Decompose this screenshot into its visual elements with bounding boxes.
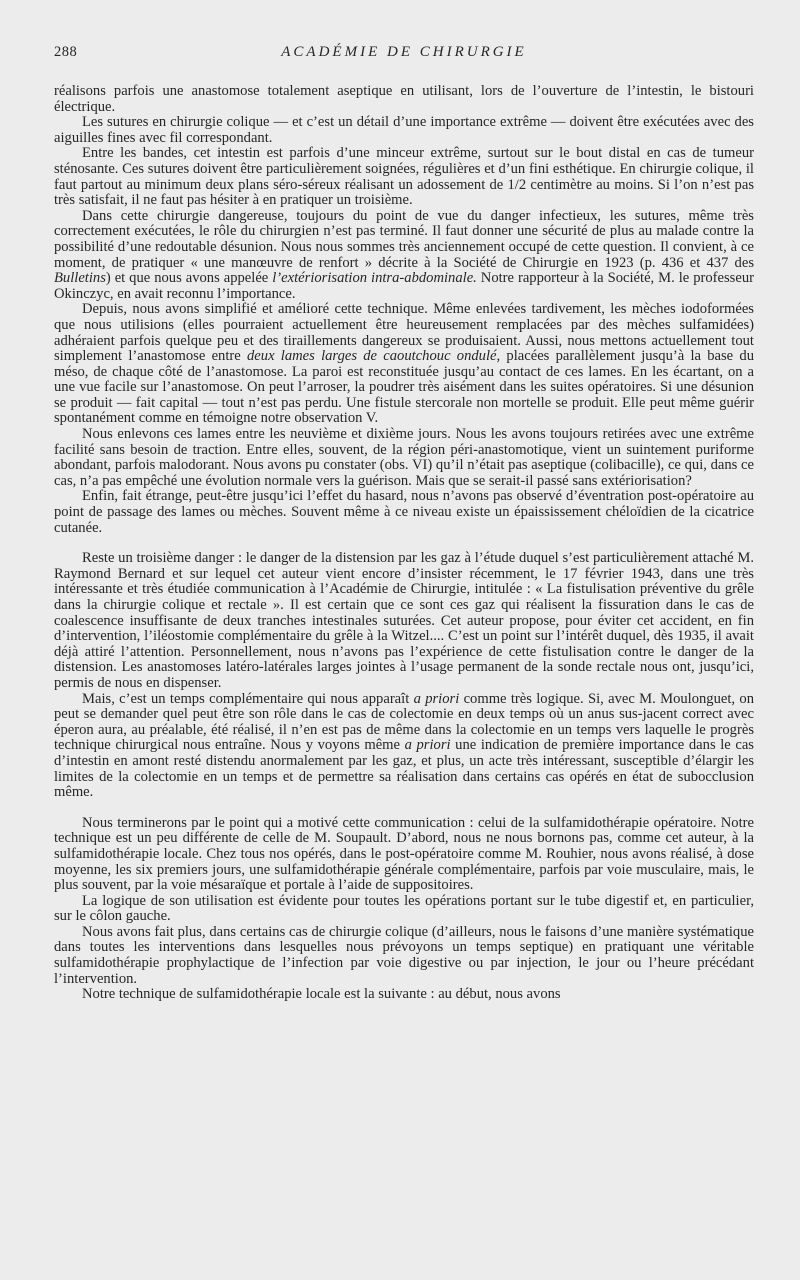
- text-run: Dans cette chirurgie dangereuse, toujours du point de vue du danger infectieux, les sutures, même très correctement exécutées, le rôle du chirurgien n’est pas terminé. Il faut donner une sécurité de plus au malade contre la possibilité d’une redoutable désunion. Nous nous sommes très anciennement occupé de cette question. Il convient, à ce moment, de pratiquer « une manœuvre de renfort » décrite à la Société de Chirurgie en 1923 (p. 436 et 437 des: [54, 207, 754, 271]
- paragraph-p13: [54, 987, 754, 1003]
- italic-text: Bulletins: [54, 270, 106, 287]
- italic-text: l’extériorisation intra-abdominale.: [272, 270, 477, 287]
- italic-text: a priori: [404, 737, 451, 754]
- text-run: placées parallèlement jusqu’à la base du méso, de chaque côté de l’anastomose. La paroi est reconstituée jusqu’au contact de ces lames. En les écartant, on a une vue facile sur l’anastomose. On peut l’arroser, la poudrer très aisément dans les suites opératoires. Si une désunion se produit — fait capital — tout n’est pas perdu. Une fistule stercorale non mortelle se produit. Elle peut même guérir spontanément comme en témoigne notre observation V.: [54, 348, 754, 427]
- page-header: [54, 44, 754, 64]
- paragraph-p4: [54, 209, 754, 303]
- text-run: Nous avons fait plus, dans certains cas de chirurgie colique (d’ailleurs, nous le faisons d’une manière systématique dans toutes les interventions dans lesquelles nous prévoyons un temps septique) en pratiquant une véritable sulfamidothérapie prophylactique de l’infection par voie digestive ou par injection, le jour ou l’heure précédant l’intervention.: [54, 923, 754, 987]
- running-title: ACADÉMIE DE CHIRURGIE: [281, 44, 527, 60]
- paragraph-p7: [54, 489, 754, 536]
- page-number: 288: [54, 44, 78, 60]
- paragraph-p1: [54, 84, 754, 115]
- paragraph-p9: [54, 692, 754, 801]
- italic-text: a priori: [413, 690, 460, 707]
- section-break: [54, 801, 754, 816]
- text-run: ) et que nous avons appelée: [105, 270, 273, 287]
- text-run: Les sutures en chirurgie colique — et c’est un détail d’une importance extrême — doivent être exécutées avec des aiguilles fines avec fil correspondant.: [54, 114, 754, 146]
- paragraph-p3: [54, 146, 754, 208]
- paragraph-p11: [54, 894, 754, 925]
- text-run: Nous enlevons ces lames entre les neuvième et dixième jours. Nous les avons toujours retirées avec une extrême facilité sans besoin de traction. Entre elles, souvent, de la région péri-anastomotique, vient un suintement puriforme abondant, parfois malodorant. Nous avons pu constater (obs. VI) qu’il n’était pas aseptique (colibacille), ce qui, dans ce cas, n’a pas empêché une évolution normale vers la guérison. Mais que se serait-il passé sans extériorisation?: [54, 426, 754, 489]
- paragraph-p2: [54, 115, 754, 146]
- text-run: une indication de première importance dans le cas d’intestin en amont resté distendu anormalement par les gaz, et plus, un acte très intéressant, susceptible d’élargir les limites de la colectomie en un temps et de permettre sa réalisation dans certains cas opérés en état de subocclusion même.: [54, 737, 754, 801]
- text-run: Enfin, fait étrange, peut-être jusqu’ici l’effet du hasard, nous n’avons pas observé d’éventration post-opératoire au point de passage des lames ou mèches. Souvent même à ce niveau existe un épaississement chéloïdien de la cicatrice cutanée.: [54, 488, 754, 536]
- text-run: Entre les bandes, cet intestin est parfois d’une minceur extrême, surtout sur le bout distal en cas de tumeur sténosante. Ces sutures doivent être particulièrement soignées, régulières et d’un fini esthétique. En chirurgie colique, il faut partout au minimum deux plans séro-séreux réalisant un adossement de 1/2 centimètre au moins. Si l’on n’est pas très satisfait, il ne faut pas hésiter à en pratiquer un troisième.: [54, 145, 754, 209]
- text-run: Depuis, nous avons simplifié et amélioré cette technique. Même enlevées tardivement, les mèches iodoformées que nous utilisions (elles pourraient actuellement être heureusement remplacées par des mèches sulfamidées) adhéraient parfois quelque peu et des tiraillements dangereux se produisaient. Aussi, nous mettons actuellement tout simplement l’anastomose entre: [54, 301, 754, 365]
- italic-text: deux lames larges de caoutchouc ondulé,: [247, 348, 501, 365]
- text-run: Nous terminerons par le point qui a motivé cette communication : celui de la sulfamidothérapie opératoire. Notre technique est un peu différente de celle de M. Soupault. D’abord, nous ne nous bornons pas, comme cet auteur, à la sulfamidothérapie locale. Chez tous nos opérés, dans le post-opératoire comme M. Rouhier, nous avons réalisé, à dose moyenne, les six premiers jours, une sulfamidothérapie générale complémentaire, parfois par voie musculaire, mais, le plus souvent, par la voie mésaraïque et portale à l’aide de suppositoires.: [54, 814, 754, 894]
- paragraph-p6: [54, 427, 754, 489]
- section-break: [54, 536, 754, 551]
- paragraph-p12: [54, 925, 754, 987]
- paragraph-p8: [54, 551, 754, 691]
- paragraph-p10: [54, 816, 754, 894]
- text-run: réalisons parfois une anastomose totalement aseptique en utilisant, lors de l’ouverture de l’intestin, le bistouri électrique.: [54, 83, 754, 115]
- text-run: La logique de son utilisation est évidente pour toutes les opérations portant sur le tube digestif et, en particulier, sur le côlon gauche.: [54, 892, 754, 925]
- text-run: Notre rapporteur à la Société, M. le professeur Okinczyc, en avait reconnu l’importance.: [54, 270, 754, 302]
- paragraph-p5: [54, 302, 754, 427]
- text-run: comme très logique. Si, avec M. Moulonguet, on peut se demander quel peut être son rôle dans le cas de colectomie en deux temps où un anus sus-jacent correct avec éperon aura, au préalable, été réalisé, il n’en est pas de même dans la colectomie en un temps vers laquelle le progrès technique chirurgical nous entraîne. Nous y voyons même: [54, 690, 754, 754]
- body-text: [54, 84, 754, 1003]
- text-run: Mais, c’est un temps complémentaire qui nous apparaît: [82, 690, 414, 707]
- text-run: Notre technique de sulfamidothérapie locale est la suivante : au début, nous avons: [82, 986, 561, 1003]
- text-run: Reste un troisième danger : le danger de la distension par les gaz à l’étude duquel s’est particulièrement attaché M. Raymond Bernard et sur lequel cet auteur vient encore d’insister récemment, le 17 février 1943, dans une très intéressante et très étudiée communication à l’Académie de Chirurgie, intitulée : « La fistulisation préventive du grêle dans la chirurgie colique et rectale ». Il est certain que ce sont ces gaz qui réalisent la fissuration dans le cas de coalescence insuffisante de deux tranches intestinales suturées. Cet auteur propose, pour éviter cet accident, en fin d’intervention, l’iléostomie complémentaire du grêle à la Witzel.... C’est un point sur l’intérêt duquel, dès 1935, il avait déjà attiré l’attention. Personnellement, nous n’avons pas l’expérience de cette fistulisation contre le danger de la distension. Les anastomoses latéro-latérales larges jointes à l’usage permanent de la sonde rectale nous ont, jusqu’ici, permis de nous en dispenser.: [54, 550, 754, 691]
